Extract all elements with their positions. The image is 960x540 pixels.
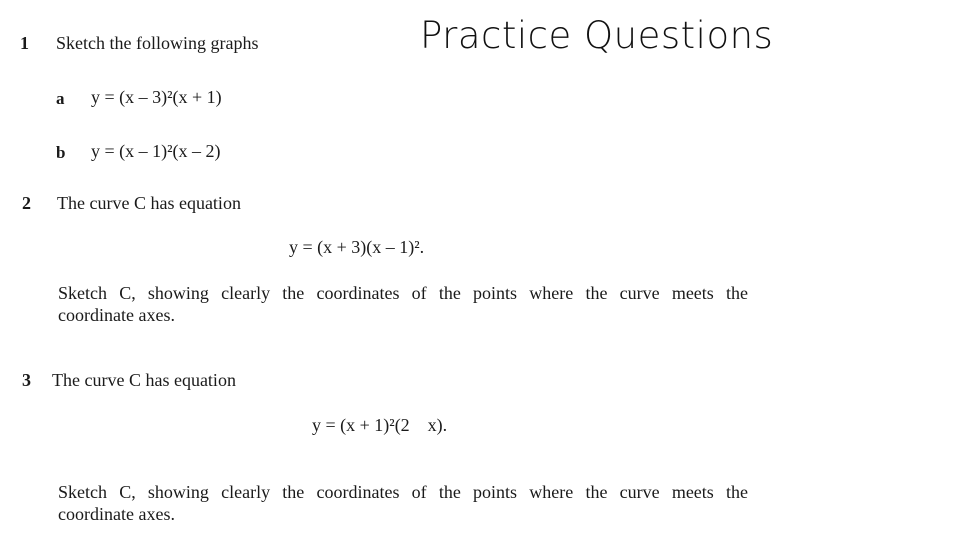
question-2-instruction [58, 282, 748, 326]
question-1-number: 1 [20, 33, 29, 53]
question-1a-equation: y = (x – 3)²(x + 1) [91, 87, 222, 107]
question-3-instruction-line1: Sketch C, showing clearly the coordinates of the points where the curve meets the [58, 482, 748, 502]
question-2-prompt: The curve C has equation [57, 193, 241, 213]
question-3-prompt: The curve C has equation [52, 370, 236, 390]
question-3-instruction [58, 481, 748, 525]
question-1b-equation: y = (x – 1)²(x – 2) [91, 141, 221, 161]
question-2-instruction-line1: Sketch C, showing clearly the coordinates of the points where the curve meets the [58, 283, 748, 303]
question-3-instruction-line2: coordinate axes. [58, 504, 175, 524]
question-2-number: 2 [22, 193, 31, 213]
page-title: Practice Questions [420, 14, 774, 57]
question-1a-letter: a [56, 89, 65, 108]
question-2-equation: y = (x + 3)(x – 1)². [289, 237, 425, 257]
question-3-equation: y = (x + 1)²(2 x). [312, 415, 448, 435]
question-1b-letter: b [56, 143, 66, 162]
question-2-instruction-line2: coordinate axes. [58, 305, 175, 325]
question-1-prompt: Sketch the following graphs [56, 33, 259, 53]
question-3-number: 3 [22, 370, 31, 390]
